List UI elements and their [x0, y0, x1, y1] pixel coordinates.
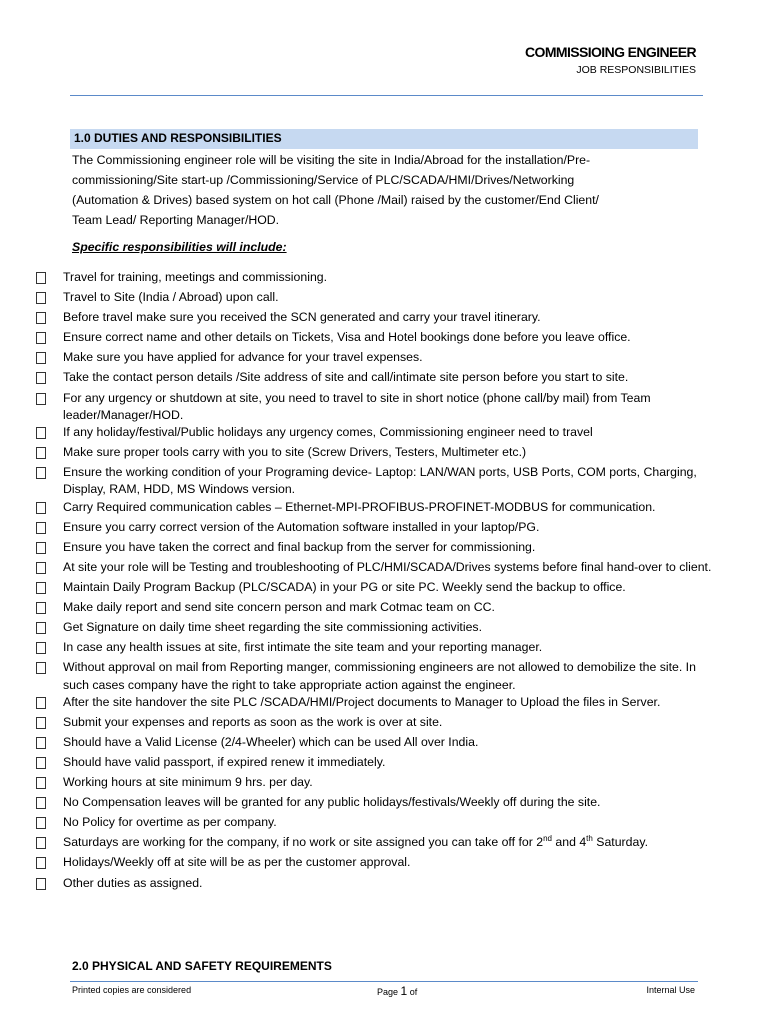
list-item-text: Should have a Valid License (2/4-Wheeler) which can be used All over India. [63, 734, 479, 749]
document-title: COMMISSIOING ENGINEER [525, 44, 696, 60]
checkbox-bullet-icon [36, 837, 46, 849]
list-item [36, 619, 726, 639]
footer-classification: Internal Use [646, 985, 695, 995]
list-item [36, 659, 726, 693]
list-item-text: Other duties as assigned. [63, 875, 203, 890]
list-item [36, 854, 726, 874]
list-item-text: In case any health issues at site, first intimate the site team and your reporting manager. [63, 640, 543, 655]
intro-line: (Automation & Drives) based system on hot call (Phone /Mail) raised by the customer/End Client/ [72, 193, 599, 207]
list-item-text: Carry Required communication cables – Ethernet-MPI-PROFIBUS-PROFINET-MODBUS for communication. [63, 499, 656, 514]
list-item-text: If any holiday/festival/Public holidays any urgency comes, Commissioning engineer need to travel [63, 424, 593, 439]
list-item-text: For any urgency or shutdown at site, you need to travel to site in short notice (phone call/by mail) from Team leader/Manager/HOD. [63, 390, 651, 422]
page-number: 1 [400, 984, 408, 998]
list-item [36, 309, 726, 329]
checkbox-bullet-icon [36, 797, 46, 809]
intro-line: The Commissioning engineer role will be visiting the site in India/Abroad for the installation/Pre- [72, 153, 591, 167]
checkbox-bullet-icon [36, 272, 46, 284]
list-item-text: After the site handover the site PLC /SCADA/HMI/Project documents to Manager to Upload the files in Server. [63, 694, 661, 709]
list-item [36, 559, 726, 579]
list-item-text: Without approval on mail from Reporting manger, commissioning engineers are not allowed to demobilize the site. In such cases company have the right to take appropriate action against the engineer. [63, 660, 696, 692]
checkbox-bullet-icon [36, 582, 46, 594]
footer-page-indicator [377, 984, 417, 998]
list-item-text [63, 834, 718, 851]
list-item [36, 519, 726, 539]
list-item [36, 579, 726, 599]
list-item [36, 444, 726, 464]
list-item-text: Should have valid passport, if expired renew it immediately. [63, 755, 386, 769]
checkbox-bullet-icon [36, 447, 46, 459]
list-item [36, 754, 726, 774]
checkbox-bullet-icon [36, 427, 46, 439]
checkbox-bullet-icon [36, 332, 46, 344]
list-item [36, 499, 726, 519]
list-item-text: Before travel make sure you received the SCN generated and carry your travel itinerary. [63, 310, 541, 325]
list-item-text: Working hours at site minimum 9 hrs. per day. [63, 775, 313, 790]
intro-paragraph [72, 150, 632, 230]
list-item [36, 834, 726, 854]
checkbox-bullet-icon [36, 393, 46, 405]
header-divider [70, 95, 703, 96]
checkbox-bullet-icon [36, 697, 46, 709]
section-heading-duties: 1.0 DUTIES AND RESPONSIBILITIES [74, 131, 282, 145]
checkbox-bullet-icon [36, 602, 46, 614]
checkbox-bullet-icon [36, 562, 46, 574]
checkbox-bullet-icon [36, 817, 46, 829]
responsibilities-list [36, 269, 726, 895]
list-item [36, 599, 726, 619]
checkbox-bullet-icon [36, 292, 46, 304]
checkbox-bullet-icon [36, 372, 46, 384]
section-heading-physical-safety: 2.0 PHYSICAL AND SAFETY REQUIREMENTS [72, 959, 332, 973]
list-item-text: At site your role will be Testing and troubleshooting of PLC/HMI/SCADA/Drives systems before final hand-over to client. [63, 559, 712, 574]
checkbox-bullet-icon [36, 717, 46, 729]
list-item [36, 694, 726, 714]
page-prefix: Page [377, 987, 401, 997]
list-item-text: Make daily report and send site concern person and mark Cotmac team on CC. [63, 600, 495, 615]
checkbox-bullet-icon [36, 467, 46, 479]
list-item [36, 714, 726, 734]
checkbox-bullet-icon [36, 352, 46, 364]
checkbox-bullet-icon [36, 857, 46, 869]
footer-copy-note: Printed copies are considered [72, 985, 192, 995]
list-item-text: Ensure you carry correct version of the Automation software installed in your laptop/PG. [63, 519, 540, 534]
list-item [36, 814, 726, 834]
checkbox-bullet-icon [36, 642, 46, 654]
ordinal-suffix: nd [543, 834, 552, 844]
list-item-text: Holidays/Weekly off at site will be as per the customer approval. [63, 855, 411, 870]
checkbox-bullet-icon [36, 777, 46, 789]
list-item [36, 464, 726, 498]
list-item [36, 329, 726, 349]
list-item [36, 269, 726, 289]
checkbox-bullet-icon [36, 542, 46, 554]
footer-divider [70, 981, 698, 982]
list-item-text: Make sure you have applied for advance for your travel expenses. [63, 350, 423, 365]
list-item-text: Maintain Daily Program Backup (PLC/SCADA) in your PG or site PC. Weekly send the backup to office. [63, 579, 626, 594]
list-item [36, 734, 726, 754]
list-item [36, 794, 726, 814]
checkbox-bullet-icon [36, 878, 46, 890]
list-item-text: Ensure correct name and other details on Tickets, Visa and Hotel bookings done before you leave office. [63, 330, 631, 345]
list-item [36, 875, 726, 895]
ordinal-suffix: th [586, 834, 593, 844]
list-item [36, 349, 726, 369]
list-item-text: No Compensation leaves will be granted for any public holidays/festivals/Weekly off during the site. [63, 795, 601, 810]
checkbox-bullet-icon [36, 737, 46, 749]
intro-line: commissioning/Site start-up /Commissioning/Service of PLC/SCADA/HMI/Drives/Networking [72, 173, 575, 187]
page-suffix: of [407, 987, 418, 997]
list-item-text: Make sure proper tools carry with you to site (Screw Drivers, Testers, Multimeter etc.) [63, 445, 527, 460]
list-item [36, 390, 726, 424]
list-item-text: Travel to Site (India / Abroad) upon call. [63, 290, 279, 305]
text-segment: Saturdays are working for the company, if no work or site assigned you can take off for 2 [63, 835, 544, 850]
list-item [36, 424, 726, 444]
list-item-text: No Policy for overtime as per company. [63, 815, 277, 830]
list-item-text: Submit your expenses and reports as soon as the work is over at site. [63, 714, 443, 729]
list-item-text: Ensure you have taken the correct and final backup from the server for commissioning. [63, 539, 536, 554]
list-item [36, 369, 726, 389]
checkbox-bullet-icon [36, 662, 46, 674]
specific-responsibilities-heading: Specific responsibilities will include: [72, 240, 287, 254]
list-item-text: Take the contact person details /Site address of site and call/intimate site person before you start to site. [63, 370, 629, 385]
checkbox-bullet-icon [36, 502, 46, 514]
checkbox-bullet-icon [36, 757, 46, 769]
document-subtitle: JOB RESPONSIBILITIES [576, 64, 696, 76]
intro-line: Team Lead/ Reporting Manager/HOD. [72, 213, 280, 227]
checkbox-bullet-icon [36, 312, 46, 324]
list-item-text: Get Signature on daily time sheet regarding the site commissioning activities. [63, 620, 482, 635]
list-item-text: Travel for training, meetings and commissioning. [63, 270, 328, 284]
text-segment: and 4 [551, 835, 587, 850]
list-item [36, 539, 726, 559]
list-item [36, 289, 726, 309]
checkbox-bullet-icon [36, 522, 46, 534]
list-item [36, 639, 726, 659]
list-item [36, 774, 726, 794]
text-segment: Saturday. [592, 835, 648, 850]
checkbox-bullet-icon [36, 622, 46, 634]
list-item-text: Ensure the working condition of your Programing device- Laptop: LAN/WAN ports, USB Ports, COM ports, Charging, Display, RAM, HDD, MS Windows version. [63, 465, 697, 497]
